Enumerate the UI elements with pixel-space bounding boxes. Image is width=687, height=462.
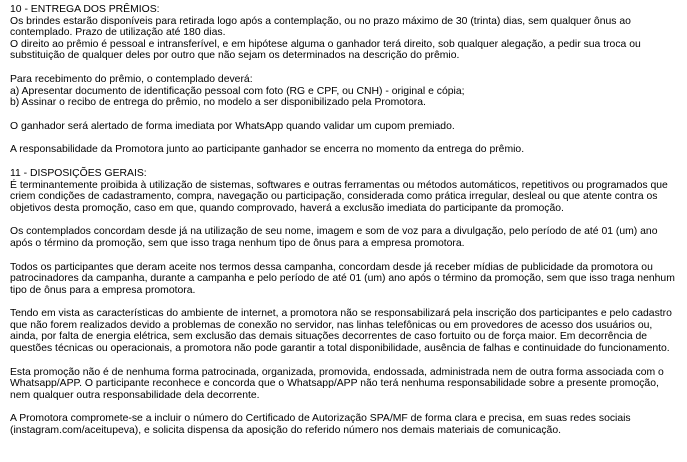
section-11-paragraph-automation-ban: É terminantemente proibida à utilização de sistemas, softwares e outras ferramentas ou métodos automáticos, repetitivos ou programados que criem condições de cadastramento, compra, navegação ou participação, considerada como prática irregular, desleal ou que atente contra os objetivos desta promoção, caso em que, quando comprovado, haverá a exclusão imediata do participante da promoção. [10,179,668,214]
section-11-heading: 11 - DISPOSIÇÕES GERAIS: [10,167,147,179]
section-10-requirements-intro: Para recebimento do prêmio, o contemplado deverá: [10,73,253,85]
section-11-paragraph-media-consent: Todos os participantes que deram aceite nos termos dessa campanha, concordam desde já receber mídias de publicidade da promotora ou patrocinadores da campanha, durante a campanha e pelo período de até 01 (um) ano após o término da promoção, sem que isso traga nenhum tipo de ônus para a empresa promotora. [10,261,675,296]
section-11-paragraph-certificate: A Promotora compromete-se a incluir o número do Certificado de Autorização SPA/MF de forma clara e precisa, em suas redes sociais (instagram.com/aceitupeva), e solicita dispensa da aposição do referido número nos demais materiais de comunicação. [10,413,631,437]
section-10-paragraph-prize-availability: Os brindes estarão disponíveis para retirada logo após a contemplação, ou no prazo máximo de 30 (trinta) dias, sem qualquer ônus ao contemplado. Prazo de utilização até 180 dias. [10,15,631,39]
section-10-paragraph-prize-personal: O direito ao prêmio é pessoal e intransferível, e em hipótese alguma o ganhador terá direito, sob qualquer alegação, a pedir sua troca ou substituição de qualquer deles por outro que não sejam os determinados na descrição do prêmio. [10,38,641,62]
section-10-paragraph-responsibility: A responsabilidade da Promotora junto ao participante ganhador se encerra no momento da entrega do prêmio. [10,144,525,156]
section-11-paragraph-whatsapp-disclaimer: Esta promoção não é de nenhuma forma patrocinada, organizada, promovida, endossada, administrada nem de outra forma associada com o Whatsapp/APP. O participante reconhece e concorda que o Whatsapp/APP não terá nenhuma responsabilidade sobre a presente promoção, nem qualquer outra responsabilidade dela decorrente. [10,366,664,401]
section-10-requirement-b: b) Assinar o recibo de entrega do prêmio, no modelo a ser disponibilizado pela Promotora. [10,97,426,109]
section-10-requirement-a: a) Apresentar documento de identificação pessoal com foto (RG e CPF, ou CNH) - original e cópia; [10,85,465,97]
section-10-heading: 10 - ENTREGA DOS PRÊMIOS: [10,4,160,15]
section-11-paragraph-image-rights: Os contemplados concordam desde já na utilização de seu nome, imagem e som de voz para a divulgação, pelo período de até 01 (um) ano após o término da promoção, sem que isso traga nenhum tipo de ônus para a empresa promotora. [10,226,658,249]
section-11-paragraph-internet-disclaimer: Tendo em vista as características do ambiente de internet, a promotora não se responsabilizará pela inscrição dos participantes e pelo cadastro que não forem realizados devido a problemas de conexão no servidor, nas linhas telefônicas ou em provedores de acesso dos usuários ou, ainda, por falta de energia elétrica, sem exclusão das demais situações decorrentes de caso fortuito ou de força maior. Em decorrência de questões técnicas ou operacionais, a promotora não pode garantir a total disponibilidade, ausência de falhas e continuidade do funcionamento. [10,308,672,355]
section-10-paragraph-whatsapp-alert: O ganhador será alertado de forma imediata por WhatsApp quando validar um cupom premiado. [10,120,455,132]
